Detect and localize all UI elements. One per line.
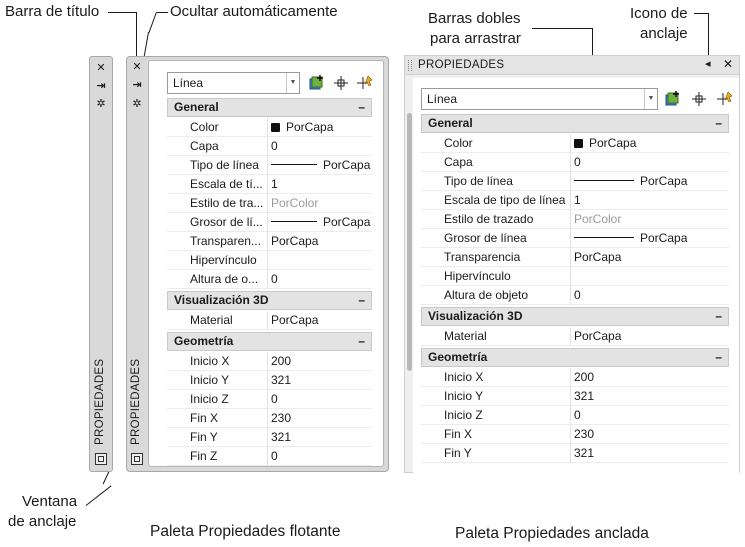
callout-line bbox=[149, 12, 157, 33]
section-title: Visualización 3D bbox=[428, 309, 523, 323]
select-objects-icon[interactable] bbox=[308, 74, 326, 92]
property-row[interactable] bbox=[167, 156, 372, 175]
collapse-icon[interactable]: – bbox=[715, 309, 722, 323]
dock-anchor-icon[interactable]: ◂ bbox=[705, 58, 711, 70]
property-label: Escala de tí... bbox=[190, 177, 263, 191]
property-value-text: PorCapa bbox=[589, 136, 637, 150]
property-row[interactable] bbox=[421, 406, 729, 425]
property-value-text: PorCapa bbox=[323, 158, 371, 172]
linetype-preview-icon bbox=[574, 237, 634, 238]
property-value-text: 321 bbox=[574, 389, 595, 403]
property-label: Capa bbox=[190, 139, 219, 153]
section-header-visual3d[interactable] bbox=[167, 291, 372, 310]
callout-line bbox=[532, 28, 593, 29]
property-row[interactable] bbox=[421, 368, 729, 387]
property-value-text: PorCapa bbox=[574, 329, 622, 343]
callout-anchor-window-2: de anclaje bbox=[8, 513, 77, 530]
property-value-text: 1 bbox=[271, 177, 278, 191]
property-row[interactable] bbox=[167, 213, 372, 232]
property-row[interactable] bbox=[167, 251, 372, 270]
property-row[interactable] bbox=[167, 447, 372, 466]
property-value[interactable] bbox=[267, 270, 372, 289]
color-swatch-icon bbox=[271, 123, 280, 132]
caption-docked: Paleta Propiedades anclada bbox=[455, 525, 649, 542]
palette-title-vertical: PROPIEDADES bbox=[94, 358, 106, 445]
section-title: General bbox=[174, 100, 219, 114]
property-row[interactable] bbox=[167, 118, 372, 137]
property-value[interactable] bbox=[267, 390, 372, 409]
collapse-icon[interactable]: – bbox=[715, 116, 722, 130]
property-row[interactable] bbox=[167, 175, 372, 194]
callout-line bbox=[86, 485, 112, 505]
scrollbar[interactable] bbox=[407, 113, 412, 371]
property-value[interactable] bbox=[267, 118, 372, 137]
property-label: Capa bbox=[444, 155, 473, 169]
property-value[interactable] bbox=[267, 352, 372, 371]
property-value[interactable] bbox=[570, 191, 729, 210]
property-value-text: 0 bbox=[271, 392, 278, 406]
callout-line bbox=[157, 12, 168, 13]
property-row[interactable] bbox=[421, 172, 729, 191]
property-value-text: 0 bbox=[271, 272, 278, 286]
caption-floating: Paleta Propiedades flotante bbox=[150, 523, 341, 540]
property-row[interactable] bbox=[421, 444, 729, 463]
linetype-preview-icon bbox=[271, 164, 317, 165]
property-label: Fin X bbox=[190, 411, 219, 425]
collapse-icon[interactable]: – bbox=[358, 293, 365, 307]
callout-auto-hide: Ocultar automáticamente bbox=[170, 3, 338, 20]
property-label: Inicio Y bbox=[190, 373, 230, 387]
property-row[interactable] bbox=[421, 286, 729, 305]
auto-hide-icon[interactable]: ⇥ bbox=[96, 80, 106, 92]
object-type-value: Línea bbox=[173, 76, 204, 90]
property-row[interactable] bbox=[421, 210, 729, 229]
property-value[interactable] bbox=[267, 251, 372, 270]
property-label: Estilo de trazado bbox=[444, 212, 534, 226]
object-type-value: Línea bbox=[427, 92, 458, 106]
anchor-window-icon[interactable] bbox=[95, 453, 107, 465]
object-type-select[interactable] bbox=[421, 88, 658, 110]
property-value-text: 0 bbox=[271, 449, 278, 463]
property-label: Fin Y bbox=[190, 430, 218, 444]
palette-title: PROPIEDADES bbox=[418, 59, 505, 71]
property-value[interactable] bbox=[267, 447, 372, 466]
callout-grips-1: Barras dobles bbox=[428, 10, 521, 27]
property-row[interactable] bbox=[421, 425, 729, 444]
property-value[interactable] bbox=[570, 229, 729, 248]
property-label: Color bbox=[444, 136, 473, 150]
property-value[interactable] bbox=[267, 311, 372, 330]
section-header-visual3d[interactable] bbox=[421, 307, 729, 326]
property-value[interactable] bbox=[267, 175, 372, 194]
collapse-icon[interactable]: – bbox=[715, 350, 722, 364]
property-value-text: PorColor bbox=[271, 196, 319, 210]
property-label: Grosor de línea bbox=[444, 231, 527, 245]
property-value[interactable] bbox=[267, 137, 372, 156]
linetype-preview-icon bbox=[574, 180, 634, 181]
property-label: Hipervínculo bbox=[444, 269, 511, 283]
color-swatch-icon bbox=[574, 139, 583, 148]
property-label: Escala de tipo de línea bbox=[444, 193, 566, 207]
property-value-text: 321 bbox=[271, 430, 292, 444]
callout-line bbox=[708, 13, 709, 61]
property-value-text: PorCapa bbox=[574, 250, 622, 264]
properties-menu-icon[interactable]: ✲ bbox=[132, 98, 142, 110]
section-title: Geometría bbox=[428, 350, 488, 364]
property-value[interactable] bbox=[267, 194, 372, 213]
property-row[interactable] bbox=[167, 311, 372, 330]
property-label: Altura de o... bbox=[190, 272, 259, 286]
close-icon[interactable]: ✕ bbox=[96, 62, 106, 74]
property-value-text: PorColor bbox=[574, 212, 622, 226]
property-value[interactable] bbox=[267, 428, 372, 447]
property-label: Hipervínculo bbox=[190, 253, 257, 267]
anchor-window-icon[interactable] bbox=[131, 453, 143, 465]
chevron-down-icon[interactable]: ▼ bbox=[286, 73, 299, 93]
section-header-general[interactable] bbox=[421, 114, 729, 133]
property-label: Estilo de tra... bbox=[190, 196, 264, 210]
property-label: Color bbox=[190, 120, 219, 134]
property-value[interactable] bbox=[267, 371, 372, 390]
property-value-text: 200 bbox=[271, 354, 292, 368]
property-row[interactable] bbox=[421, 267, 729, 286]
quick-select-icon[interactable] bbox=[690, 90, 708, 108]
linetype-preview-icon bbox=[271, 221, 317, 222]
property-value[interactable] bbox=[267, 213, 372, 232]
property-label: Fin Z bbox=[190, 449, 218, 463]
section-title: General bbox=[428, 116, 473, 130]
property-row[interactable] bbox=[167, 270, 372, 289]
property-value-text: PorCapa bbox=[640, 231, 688, 245]
palette-title-vertical: PROPIEDADES bbox=[130, 358, 142, 445]
quick-select-icon[interactable] bbox=[332, 74, 350, 92]
property-value-text: PorCapa bbox=[286, 120, 334, 134]
property-row[interactable] bbox=[167, 390, 372, 409]
callout-line bbox=[694, 13, 708, 14]
callout-line bbox=[592, 28, 593, 56]
pickadd-toggle-icon[interactable] bbox=[716, 90, 734, 108]
docked-title-bar[interactable] bbox=[405, 56, 739, 75]
property-value-text: PorCapa bbox=[271, 313, 319, 327]
drag-grip-icon[interactable] bbox=[408, 60, 412, 71]
property-value[interactable] bbox=[570, 425, 729, 444]
property-label: Material bbox=[444, 329, 487, 343]
section-title: Geometría bbox=[174, 334, 234, 348]
property-label: Fin X bbox=[444, 427, 473, 441]
property-value-text: 200 bbox=[574, 370, 595, 384]
property-value-text: 230 bbox=[574, 427, 595, 441]
property-value[interactable] bbox=[570, 248, 729, 267]
section-header-geometry[interactable] bbox=[167, 332, 372, 351]
property-value-text: 321 bbox=[574, 446, 595, 460]
callout-anchor-2: anclaje bbox=[640, 25, 688, 42]
property-value-text: 0 bbox=[574, 155, 581, 169]
callout-grips-2: para arrastrar bbox=[430, 30, 521, 47]
property-value[interactable] bbox=[570, 368, 729, 387]
property-row[interactable] bbox=[167, 371, 372, 390]
property-value-text: 1 bbox=[574, 193, 581, 207]
property-row[interactable] bbox=[167, 409, 372, 428]
property-label: Inicio Z bbox=[190, 392, 229, 406]
property-label: Altura de objeto bbox=[444, 288, 529, 302]
property-label: Inicio Y bbox=[444, 389, 484, 403]
property-value[interactable] bbox=[267, 156, 372, 175]
property-value[interactable] bbox=[267, 232, 372, 251]
property-value[interactable] bbox=[570, 387, 729, 406]
callout-anchor-window-1: Ventana bbox=[22, 493, 78, 510]
property-row[interactable] bbox=[167, 352, 372, 371]
property-value[interactable] bbox=[570, 286, 729, 305]
property-row[interactable] bbox=[421, 229, 729, 248]
property-value[interactable] bbox=[570, 327, 729, 346]
collapse-icon[interactable]: – bbox=[358, 334, 365, 348]
collapsed-palette[interactable] bbox=[89, 56, 113, 472]
property-row[interactable] bbox=[421, 191, 729, 210]
property-value[interactable] bbox=[570, 406, 729, 425]
property-label: Transparencia bbox=[444, 250, 521, 264]
property-value-text: PorCapa bbox=[640, 174, 688, 188]
section-header-geometry[interactable] bbox=[421, 348, 729, 367]
property-value-text: 321 bbox=[271, 373, 292, 387]
collapse-icon[interactable]: – bbox=[358, 100, 365, 114]
section-title: Visualización 3D bbox=[174, 293, 269, 307]
callout-line bbox=[108, 12, 136, 13]
property-label: Tipo de línea bbox=[444, 174, 513, 188]
auto-hide-icon[interactable]: ⇥ bbox=[132, 79, 142, 91]
property-label: Tipo de línea bbox=[190, 158, 259, 172]
property-value-text: PorCapa bbox=[323, 215, 371, 229]
property-row[interactable] bbox=[421, 134, 729, 153]
section-header-general[interactable] bbox=[167, 98, 372, 117]
object-type-select[interactable] bbox=[167, 72, 300, 94]
property-row[interactable] bbox=[167, 194, 372, 213]
property-label: Fin Y bbox=[444, 446, 472, 460]
property-row[interactable] bbox=[167, 232, 372, 251]
chevron-down-icon[interactable]: ▼ bbox=[644, 89, 657, 109]
property-label: Transparen... bbox=[190, 234, 261, 248]
properties-menu-icon[interactable]: ✲ bbox=[96, 98, 106, 110]
property-row[interactable] bbox=[421, 387, 729, 406]
close-icon[interactable]: ✕ bbox=[132, 61, 142, 73]
property-value-text: 0 bbox=[271, 139, 278, 153]
property-value[interactable] bbox=[570, 444, 729, 463]
callout-title-bar: Barra de título bbox=[5, 3, 100, 20]
property-value[interactable] bbox=[570, 210, 729, 229]
callout-line bbox=[136, 12, 137, 62]
property-value[interactable] bbox=[267, 409, 372, 428]
property-value-text: 0 bbox=[574, 408, 581, 422]
property-label: Material bbox=[190, 313, 233, 327]
callout-anchor-1: Icono de bbox=[630, 5, 688, 22]
property-value[interactable] bbox=[570, 172, 729, 191]
property-value[interactable] bbox=[570, 134, 729, 153]
property-row[interactable] bbox=[167, 137, 372, 156]
property-row[interactable] bbox=[421, 327, 729, 346]
property-label: Grosor de lí... bbox=[190, 215, 263, 229]
property-row[interactable] bbox=[421, 248, 729, 267]
property-value-text: PorCapa bbox=[271, 234, 319, 248]
close-icon[interactable]: ✕ bbox=[723, 57, 734, 71]
property-label: Inicio X bbox=[444, 370, 484, 384]
property-label: Inicio Z bbox=[444, 408, 483, 422]
property-row[interactable] bbox=[167, 428, 372, 447]
property-value-text: 0 bbox=[574, 288, 581, 302]
pickadd-toggle-icon[interactable] bbox=[356, 74, 374, 92]
property-value[interactable] bbox=[570, 153, 729, 172]
select-objects-icon[interactable] bbox=[664, 90, 682, 108]
property-label: Inicio X bbox=[190, 354, 230, 368]
property-value-text: 230 bbox=[271, 411, 292, 425]
property-value[interactable] bbox=[570, 267, 729, 286]
property-row[interactable] bbox=[421, 153, 729, 172]
